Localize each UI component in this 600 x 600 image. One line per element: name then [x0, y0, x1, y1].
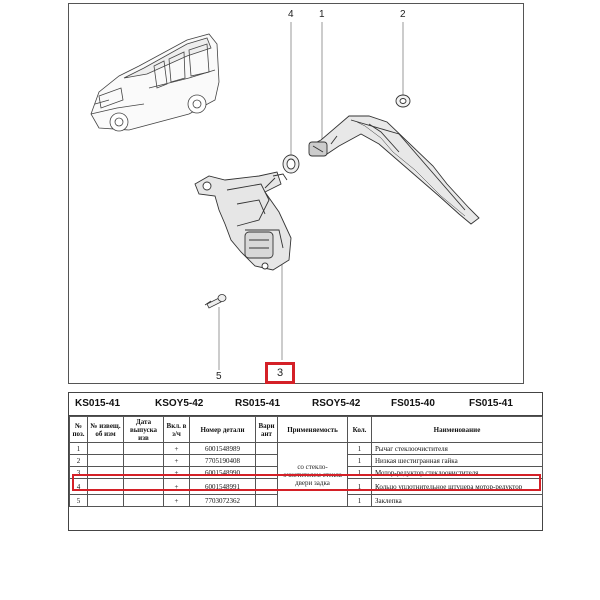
cell-part-number: 7703072362 — [190, 495, 256, 507]
cell-pos: 2 — [70, 455, 88, 467]
exploded-diagram — [69, 4, 523, 383]
header-part-number: Номер детали — [190, 417, 256, 443]
cell-date — [124, 443, 164, 455]
cell-part-number: 6001548991 — [190, 479, 256, 495]
table-row — [70, 443, 543, 455]
header-notice: № извещ. об изм — [88, 417, 124, 443]
cell-included: + — [164, 495, 190, 507]
header-variant: Вари ант — [256, 417, 278, 443]
cell-pos: 1 — [70, 443, 88, 455]
cell-qty: 1 — [348, 455, 372, 467]
table-header-row — [70, 417, 543, 443]
cell-qty: 1 — [348, 479, 372, 495]
cell-variant — [256, 495, 278, 507]
callout-5: 5 — [216, 371, 222, 382]
cell-notice — [88, 479, 124, 495]
motor-reducer — [195, 172, 291, 270]
cell-included: + — [164, 443, 190, 455]
model-code: RS015-41 — [235, 398, 281, 409]
cell-part-number: 7705190408 — [190, 455, 256, 467]
header-usage: Применяемость — [278, 417, 348, 443]
cell-name: Мотор-редуктор стеклоочистителя — [372, 467, 543, 479]
cell-date — [124, 495, 164, 507]
cell-included: + — [164, 479, 190, 495]
model-code: KS015-41 — [75, 398, 121, 409]
cell-name: Кольцо уплотнительное штуцера мотор-редуктор — [372, 479, 543, 495]
cell-notice — [88, 495, 124, 507]
model-code: KSOY5-42 — [155, 398, 204, 409]
cell-notice — [88, 467, 124, 479]
cell-date — [124, 479, 164, 495]
cell-qty: 1 — [348, 495, 372, 507]
callout-1: 1 — [319, 9, 325, 20]
model-code: FS015-41 — [469, 398, 513, 409]
callout-4: 4 — [288, 9, 294, 20]
rivet — [205, 295, 226, 309]
cell-pos: 5 — [70, 495, 88, 507]
cell-included: + — [164, 467, 190, 479]
header-date: Дата выпуска изв — [124, 417, 164, 443]
hex-nut — [396, 95, 410, 107]
wiper-arm — [309, 116, 479, 224]
cell-pos: 4 — [70, 479, 88, 495]
header-pos: № поз. — [70, 417, 88, 443]
cell-usage: со стекло-очистителем стекла двери задка — [278, 443, 348, 507]
header-included: Вкл. в з/ч — [164, 417, 190, 443]
header-name: Наименование — [372, 417, 543, 443]
cell-date — [124, 467, 164, 479]
cell-included: + — [164, 455, 190, 467]
exploded-diagram-panel — [68, 3, 524, 384]
cell-notice — [88, 443, 124, 455]
parts-table — [69, 416, 543, 507]
cell-qty: 1 — [348, 443, 372, 455]
parts-table-panel — [68, 392, 543, 531]
cell-variant — [256, 479, 278, 495]
model-code: RSOY5-42 — [312, 398, 361, 409]
cell-part-number: 6001548989 — [190, 443, 256, 455]
header-qty: Кол. — [348, 417, 372, 443]
cell-variant — [256, 467, 278, 479]
cell-date — [124, 455, 164, 467]
car-illustration — [91, 34, 219, 131]
cell-name: Низкая шестигранная гайка — [372, 455, 543, 467]
cell-name: Рычаг стеклоочистителя — [372, 443, 543, 455]
cell-part-number: 6001548990 — [190, 467, 256, 479]
cell-name: Заклепка — [372, 495, 543, 507]
cell-variant — [256, 455, 278, 467]
callout-3-highlight — [265, 362, 295, 384]
seal-ring — [283, 155, 299, 173]
cell-qty: 1 — [348, 467, 372, 479]
model-codes-row — [69, 393, 542, 416]
model-code: FS015-40 — [391, 398, 435, 409]
cell-pos: 3 — [70, 467, 88, 479]
callout-3: 3 — [276, 367, 284, 379]
callout-2: 2 — [400, 9, 406, 20]
cell-notice — [88, 455, 124, 467]
cell-variant — [256, 443, 278, 455]
